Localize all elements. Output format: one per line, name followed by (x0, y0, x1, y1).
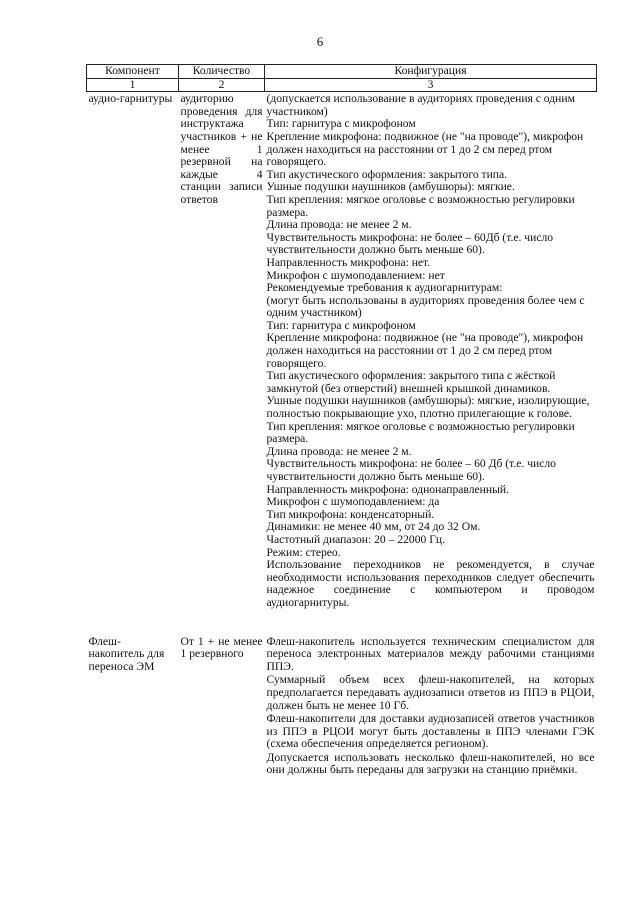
config-paragraph: Флеш-накопитель используется техническим специалистом для переноса электронных материалов между рабочими станциями ППЭ. (266, 634, 595, 673)
config-paragraph: Флеш-накопители для доставки аудиозаписей ответов участников из ППЭ в РЦОИ могут быть доставлены в ППЭ членами ГЭК (схема обеспечения определяется регионом). (266, 712, 595, 751)
config-line: Чувствительность микрофона: не более – 60 Дб (т.е. число чувствительности должно быть меньше 60). (266, 457, 556, 483)
config-line: Тип крепления: мягкое оголовье с возможностью регулировки размера. (266, 419, 575, 446)
table-row-flash-drive (87, 636, 597, 778)
config-line: Тип: гарнитура с микрофоном (266, 318, 416, 332)
quantity-cell: аудиторию проведения для инструктажа участников + не менее 1 резервной на каждые 4 станции записи ответов (180, 92, 263, 206)
component-cell: аудио-гарнитуры (88, 92, 173, 106)
page-number: 6 (316, 34, 324, 49)
config-line: Микрофон с шумоподавлением: нет (266, 268, 445, 282)
component-cell: Флеш-накопитель для переноса ЭМ (88, 634, 165, 673)
config-line: Частотный диапазон: 20 – 22000 Гц. (266, 532, 446, 546)
config-paragraph: Суммарный объем всех флеш-накопителей, на которых предполагается передавать аудиозаписи ответов из ППЭ в РЦОИ, должен быть не менее 10 Гб. (266, 673, 595, 712)
config-line: Ушные подушки наушников (амбушюры): мягкие. (266, 180, 515, 194)
config-line: Длина провода: не менее 2 м. (266, 444, 412, 458)
config-line: Использование переходников не рекомендуется, в случае необходимости использования переходников следует обеспечить надежное соединение с компьютером и проводом аудиогарнитуры. (266, 558, 595, 609)
config-line: Длина провода: не менее 2 м. (266, 218, 412, 232)
table-row-audio-headsets (87, 92, 597, 610)
column-number-2: 2 (179, 78, 265, 92)
column-number-1: 1 (87, 78, 179, 92)
header-configuration: Конфигурация (265, 65, 597, 79)
quantity-cell: От 1 + не менее 1 резервного (180, 634, 263, 661)
row-spacer (87, 610, 597, 636)
table-header-row (87, 65, 597, 79)
config-line: Рекомендуемые требования к аудиогарнитурам: (266, 281, 503, 295)
column-number-row (87, 78, 597, 92)
config-line: Тип: гарнитура с микрофоном (266, 117, 416, 131)
column-number-3: 3 (265, 78, 597, 92)
config-line: Динамики: не менее 40 мм, от 24 до 32 Ом. (266, 520, 481, 534)
config-line: Тип крепления: мягкое оголовье с возможностью регулировки размера. (266, 192, 575, 219)
config-line: (могут быть использованы в аудиториях проведения более чем с одним участником) (266, 293, 585, 320)
configuration-cell (265, 636, 597, 778)
header-quantity: Количество (179, 65, 265, 79)
config-paragraph: Допускается использовать несколько флеш-накопителей, но все они должны быть переданы для загрузки на станцию приёмки. (266, 750, 595, 777)
config-line: Направленность микрофона: нет. (266, 255, 431, 269)
configuration-cell (265, 92, 597, 610)
config-line: Направленность микрофона: однонаправленный. (266, 482, 509, 496)
config-line: Микрофон с шумоподавлением: да (266, 495, 440, 509)
config-line: (допускается использование в аудиториях проведения с одним участником) (266, 92, 575, 118)
config-line: Тип акустического оформления: закрытого типа с жёсткой замкнутой (без отверстий) внешней крышкой динамиков. (266, 369, 556, 395)
config-line: Тип микрофона: конденсаторный. (266, 507, 435, 521)
config-line: Крепление микрофона: подвижное (не "на проводе"), микрофон должен находиться на расстоянии от 1 до 2 см перед ртом говорящего. (266, 331, 584, 370)
config-line: Ушные подушки наушников (амбушюры): мягкие, изолирующие, полностью покрывающие ухо, плотно прилегающие к голове. (266, 394, 590, 421)
config-line: Тип акустического оформления: закрытого типа. (266, 167, 508, 181)
config-line: Крепление микрофона: подвижное (не "на проводе"), микрофон должен находиться на расстоянии от 1 до 2 см перед ртом говорящего. (266, 129, 584, 169)
config-line: Режим: стерео. (266, 545, 341, 559)
config-line: Чувствительность микрофона: не более – 60Дб (т.е. число чувствительности должно быть меньше 60). (266, 230, 554, 257)
header-component: Компонент (87, 65, 179, 79)
specification-table (86, 64, 597, 777)
